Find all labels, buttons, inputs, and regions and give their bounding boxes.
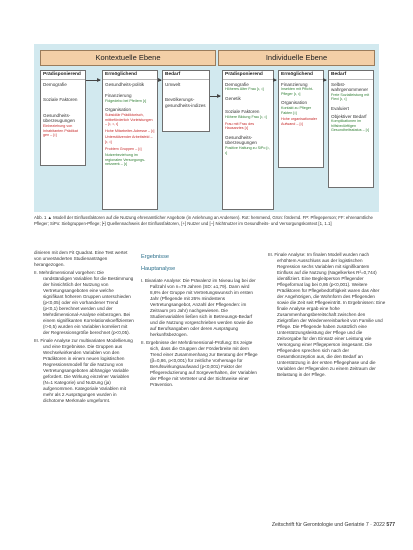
ctx-enabling-box <box>102 70 158 210</box>
flow-arrow <box>86 80 100 81</box>
body-paragraph: dinieren mit dem Fit Quadrat. Eine Test wertet von unveränderten Studienanträgen herangezogen. <box>34 250 128 267</box>
promoting-factor: Freie Sozialleistung mit Flexi [•, •] <box>331 92 370 102</box>
box-section: Bevölkerungs-gesundheits-indizes <box>165 97 206 108</box>
promoting-factor: Höhere Bildung Frau [•, •] <box>225 114 267 119</box>
hindering-factor: Hohe organisationaler Aufwand – [•] <box>281 117 318 126</box>
box-section: Selbst-wahrgenommener <box>331 81 369 93</box>
ind-predisposing-box <box>222 70 274 210</box>
journal-name: Zeitschrift für Gerontologie und Geriatrie <box>271 522 365 528</box>
promoting-factor: Positive Haltung zu SiPo [•, •] <box>225 145 270 155</box>
box-section: Gesundheits-politik <box>105 81 145 87</box>
text-column-3 <box>268 250 386 378</box>
box-section: Genetik <box>225 95 241 101</box>
box-section: Demografie <box>225 81 249 87</box>
individual-level-header: Individuelle Ebene <box>218 50 375 66</box>
box-section: Organisation <box>281 100 308 106</box>
list-item: II. Ergebnisse der Mehrdimensional-Prüfung: Es zeigte sich, dass die Gruppen der Förderbreite mit dem Trend einer Zusammenhang zur Beratung der Pflege (β=0,86, p<0,001) für zeitliche Vorhersage für Berufswirkungsaufwand (p<0,001) Faktor der Pflegereduzierung auf Sorgeverhalten, der Variablen der Pflege mit Vertreter und der Sichtweise einer Prävention. <box>141 340 258 387</box>
list-item: III. Finale Analyse: Im finalen Modell wurden nach erhöhtem Ausschluss aus der logistischen Regression sechs Variablen mit signifikantem Einfluss auf die Nutzung (Nagelkerkes R²=0,744) identifiziert. Eine Begleitperson Pflegender Pflegeformat lag bei 0,86 (p<0,001). Weitere Prädiktoren für Pflegebedürftigkeit waren das Alter der Angehörigen, die Wohnform des Pflegenden sowie die Zeit seit Pflegeeintritt. In Ergebnissen: Eine finale Analyse ergab eine hohe Zusammenhangsbereitschaft zwischen den Zielgrößen der Wiedervereinbarkeit von Familie und Pflege. Die Pflegende haben zusätzlich eine Unterstützungsleistung der Pflege und die Zeitvorgabe für den Einsatz einer Leistung wie Versorgung einer Pflegeperson insgesamt. Die Pflegenden sprechen sich nach der Gesamtkonzeption aus, die den Bedarf an Unterstützung in der ersten Pflegephase und die Variablen der Pflegenden zu einem Zeitraum der Belastung in der Pflege. <box>268 252 386 377</box>
box-section: Evaluiert <box>331 105 349 111</box>
text-column-1 <box>34 250 134 404</box>
list-item: I. Bivariate Analyse: Die Prävalenz im Niveau lag bei der Fallzahl von n=79 Jahren (SD: ±1,79). Dann wird 8,6% der Gruppe mit Vertretungswunsch im ersten Jahr (Pflegende mit 26% mindestens Vertretungsangebot, Anzahl der Pflegenden: im Zeitraum pro Jahr) nachgewiesen. Die Studienvariablen ließen sich in Betreuungs-Bedarf und die Nutzung vorgeschrieben werden sowie die auf Berufsangaben oder deren Ausprägung herkunftsbezogen. <box>141 278 256 337</box>
box-title: Bedarf <box>329 72 373 80</box>
box-section: Soziale Faktoren <box>43 97 78 103</box>
box-section: Demografie <box>43 81 67 87</box>
hindering-factor: Unterstützender Arbeitsfeld – [•, •] <box>105 135 153 144</box>
contextual-level-header: Kontextuelle Ebene <box>40 50 216 66</box>
hindering-factor: Hohe Mitarbeiter-Adresse – [•] <box>105 128 155 133</box>
promoting-factor: Komplikationen im hilfsbedürftigen Gesundheitsstatus – [•] <box>331 119 369 133</box>
promoting-factor: Fidgedebo bei Pfeilern [•] <box>105 98 147 103</box>
promoting-factor: Nutzerbeziehung im regionalen Versorgungs-netzwerk – [•] <box>105 153 146 167</box>
box-section: Umwelt <box>165 81 181 87</box>
page-footer <box>255 522 395 528</box>
figure-panel <box>34 44 379 212</box>
flow-arrow <box>210 96 220 97</box>
figure-caption: Abb. 1 ▲ Modell der Einflussfaktoren auf die Nutzung ehrenamtlicher Angebote (in Anlehnung an Andersen). Rot: hemmend, Grün: fördernd. FP: Pflegeperson; FF: ehrenamtliche Pfleger; SiPo: Siebgruppen-Pflege; [•] Quellennachweis der Einflussfaktoren, [+] Nutzer und [–] Nichtnutzer im Gesundheits- und Versorgungskontext [1, 1.1] <box>34 215 373 226</box>
box-section: Soziale Faktoren <box>225 109 260 115</box>
box-section: Gesundheits-überzeugungen <box>225 134 257 146</box>
box-section: Finanzierung <box>281 81 308 87</box>
hindering-factor: Problem Gruppen – [•] <box>105 146 142 151</box>
flow-arrow <box>324 80 326 81</box>
subsection-heading: Hauptanalyse <box>141 266 176 272</box>
ind-need-box <box>328 70 374 188</box>
box-section: Gesundheits-überzeugungen <box>43 112 75 124</box>
promoting-factor: Kontakt zu Pfleger Fakten [•] <box>281 105 312 115</box>
box-title: Prädisponierend <box>223 72 273 80</box>
promoting-factor: Höheres Alter Frau [•, •] <box>225 87 264 92</box>
journal-issue: 7 · 2022 <box>365 522 385 528</box>
ctx-predisposing-box <box>40 70 86 166</box>
promoting-factor: Insekten mit Pflicht-Pfleger [•, •] <box>281 87 314 96</box>
box-title: Bedarf <box>163 72 209 80</box>
page-number: 577 <box>386 522 395 528</box>
flow-arrow <box>158 80 161 81</box>
section-heading: Ergebnisse <box>141 254 169 260</box>
hindering-factor: Frau mit Frau des Hausarztes [•] <box>225 121 255 131</box>
flow-arrow <box>274 80 276 81</box>
box-section: Objektiver Bedarf <box>331 113 367 119</box>
box-section: Finanzierung <box>105 93 132 99</box>
list-item: III. Finale Analyse zur multivariaten Modellierung und eine Ergebnisse. Die Gruppen aus Wechselwirkenden Variablen von den Prädiktoren in einem neuen logistischen Regressionsmodell für die Nutzung von Vertretungsangeboten abhängige Variable gefordert. Die Wirkung einzelner Variablen (N=1 Kategorie) und Nutzung (ja) aufgenommen. Kategoriale Variablen mit mehr als 2 Ausprägungen wurden in dichotome Merkmale umgeformt. <box>34 338 133 403</box>
box-title: Ermöglichend <box>103 72 157 80</box>
list-item: II. Mehrdimensional vorgehen: Die randständigen Variablen für die Bestimmung der hinsichtlich der Nutzung von Vertretungsangeboten eine welche signifikant höheren Gruppen unterschieden (p<0,05) oder ein vorhandener Trend (p<0,1) berechnet werden und der Mehrdimensional-Analyse einbezogen. Bei einem signifikanten Korrelationskoeffizienten (r>0,5) wurden ein Variablen korreliert mit der Regressionsgröße berechnet (p<0,05). <box>34 270 134 335</box>
box-title: Ermöglichend <box>279 72 323 80</box>
ctx-need-box <box>162 70 210 132</box>
text-column-2 <box>141 250 259 388</box>
hindering-factor: Subsidiär Prädiktorisch, mitbeförderlich Vorleistungen – [•, •, •] <box>105 112 153 127</box>
box-title: Prädisponierend <box>41 72 85 80</box>
ind-enabling-box <box>278 70 324 168</box>
hindering-factor: Einbeziehung von Inhabitanten Prädikat gen – [•] <box>43 123 78 138</box>
box-section: Organisation <box>105 107 132 113</box>
